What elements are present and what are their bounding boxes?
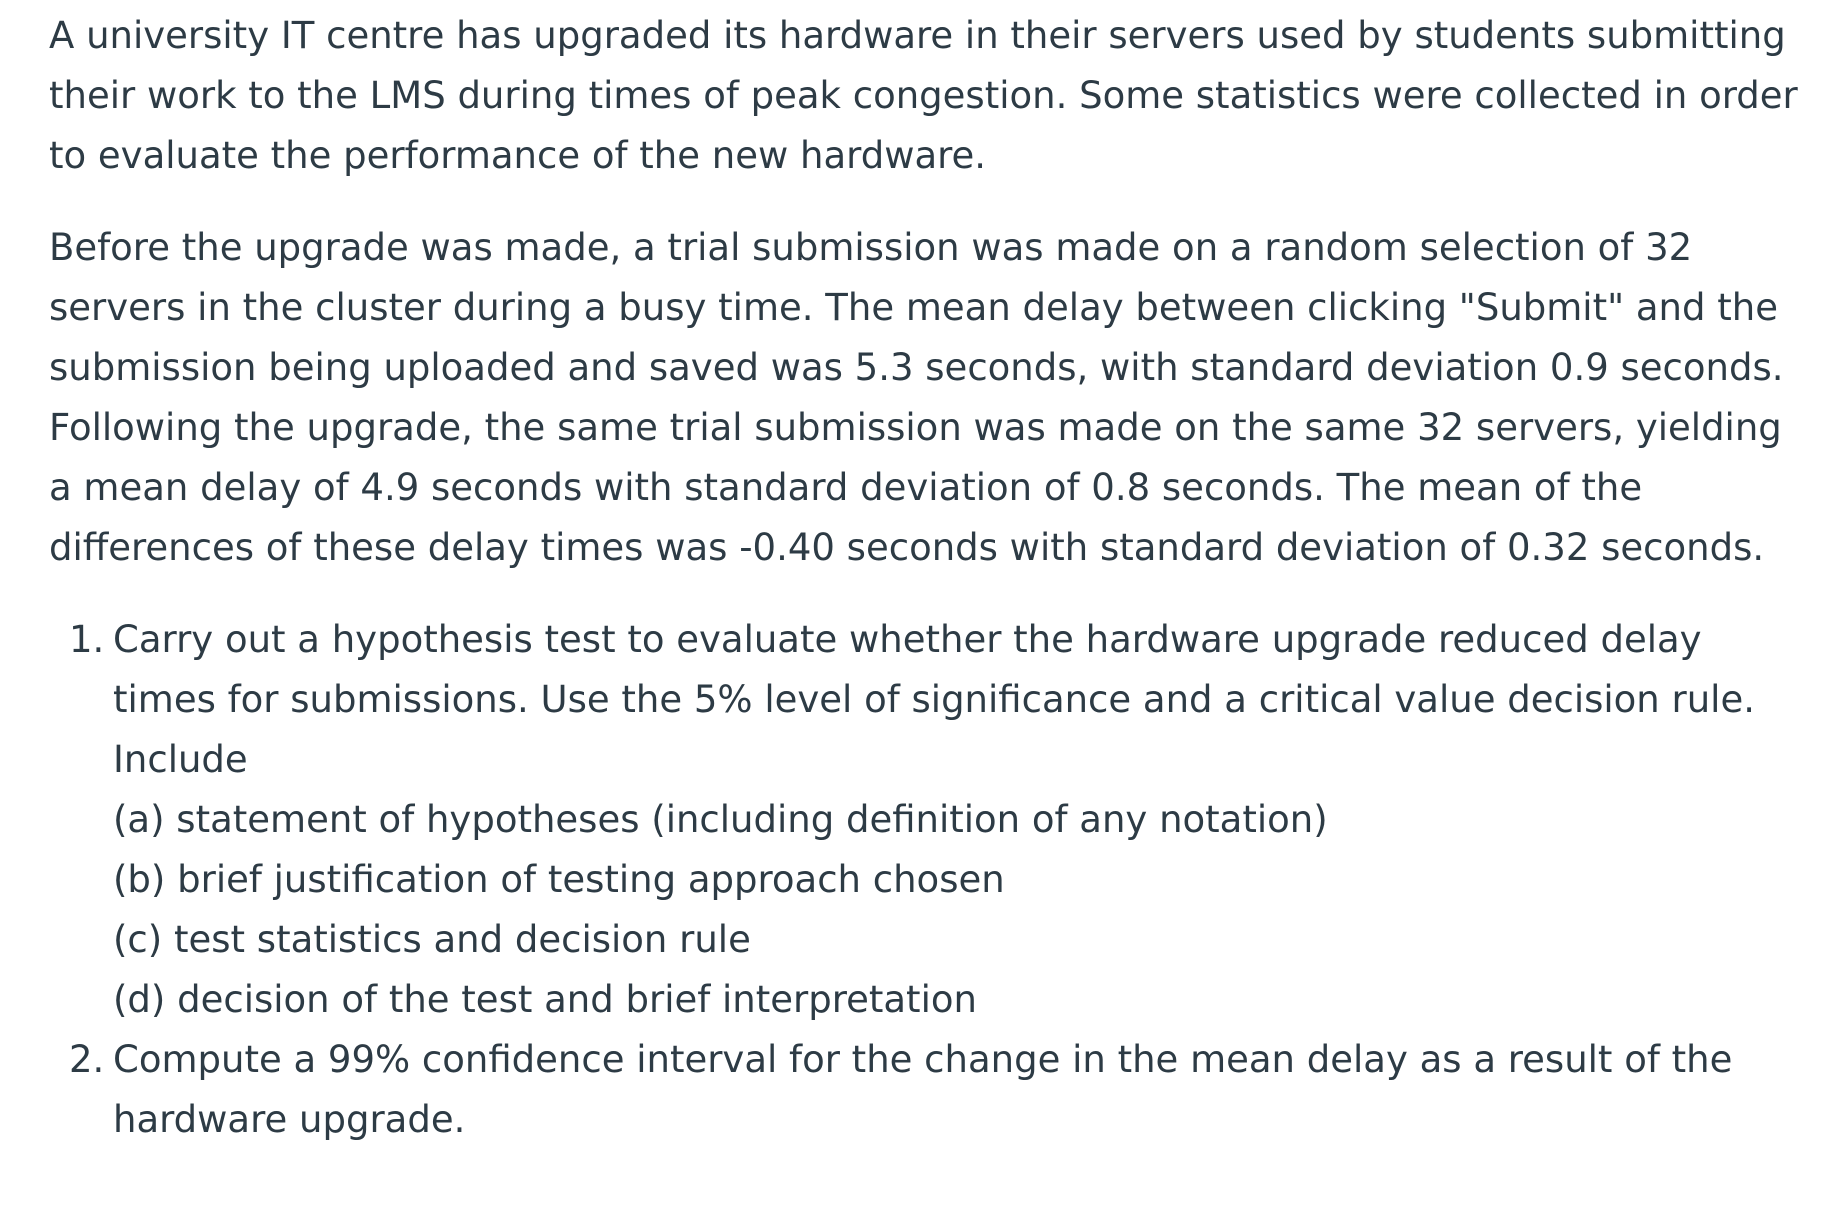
sub-part-c: (c) test statistics and decision rule (113, 918, 751, 961)
sub-part-d: (d) decision of the test and brief interpretation (113, 978, 977, 1021)
sub-part-a: (a) statement of hypotheses (including definition of any notation) (113, 798, 1328, 841)
sub-part-b: (b) brief justification of testing approach chosen (113, 858, 1005, 901)
include-label: Include (113, 738, 248, 781)
question-content (49, 0, 1809, 1150)
question-item-2 (49, 1030, 1809, 1150)
question-list (49, 610, 1809, 1150)
question-number: 1. (69, 618, 105, 661)
question-item-1 (49, 610, 1809, 1030)
intro-paragraph: A university IT centre has upgraded its hardware in their servers used by students submitting their work to the LMS during times of peak congestion. Some statistics were collected in order to evaluate the performance of the new hardware. (49, 14, 1798, 177)
question-text: Carry out a hypothesis test to evaluate whether the hardware upgrade reduced delay times for submissions. Use the 5% level of significance and a critical value decision rule. (113, 618, 1755, 721)
question-text: Compute a 99% confidence interval for the change in the mean delay as a result of the hardware upgrade. (113, 1038, 1733, 1141)
question-number: 2. (69, 1038, 105, 1081)
data-paragraph: Before the upgrade was made, a trial submission was made on a random selection of 32 servers in the cluster during a busy time. The mean delay between clicking "Submit" and the submission being uploaded and saved was 5.3 seconds, with standard deviation 0.9 seconds. Following the upgrade, the same trial submission was made on the same 32 servers, yielding a mean delay of 4.9 seconds with standard deviation of 0.8 seconds. The mean of the differences of these delay times was -0.40 seconds with standard deviation of 0.32 seconds. (49, 226, 1784, 569)
